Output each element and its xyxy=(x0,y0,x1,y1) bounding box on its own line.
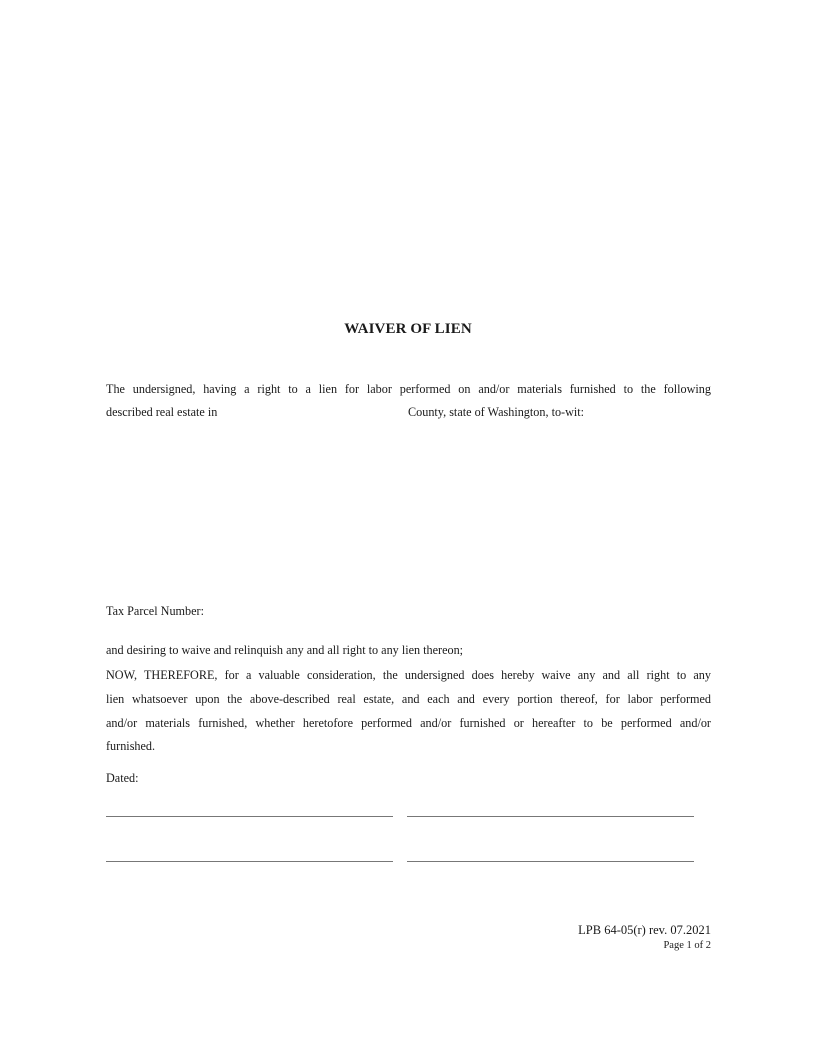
page-number: Page 1 of 2 xyxy=(663,940,711,951)
intro-line-1: The undersigned, having a right to a lien for labor performed on and/or materials furnished to the following xyxy=(106,382,711,396)
body-line-3: and/or materials furnished, whether heretofore performed and/or furnished or hereafter to be performed and/or xyxy=(106,716,711,730)
signature-line-left-2[interactable] xyxy=(106,861,393,862)
body-line-2: lien whatsoever upon the above-described real estate, and each and every portion thereof, for labor performed xyxy=(106,692,711,706)
form-id: LPB 64-05(r) rev. 07.2021 xyxy=(578,923,711,937)
body-line-1: NOW, THEREFORE, for a valuable consideration, the undersigned does hereby waive any and all right to any xyxy=(106,668,711,682)
body-line-4: furnished. xyxy=(106,739,156,753)
intro-line-2-start: described real estate in xyxy=(106,405,218,419)
signature-line-right-2[interactable] xyxy=(407,861,694,862)
signature-line-right-1[interactable] xyxy=(407,816,694,817)
signature-line-left-1[interactable] xyxy=(106,816,393,817)
dated-label: Dated: xyxy=(106,771,139,785)
relinquish-line: and desiring to waive and relinquish any and all right to any lien thereon; xyxy=(106,643,464,657)
tax-parcel-label: Tax Parcel Number: xyxy=(106,604,204,618)
document-title: WAIVER OF LIEN xyxy=(344,321,472,337)
intro-line-2-end: County, state of Washington, to-wit: xyxy=(408,405,585,419)
